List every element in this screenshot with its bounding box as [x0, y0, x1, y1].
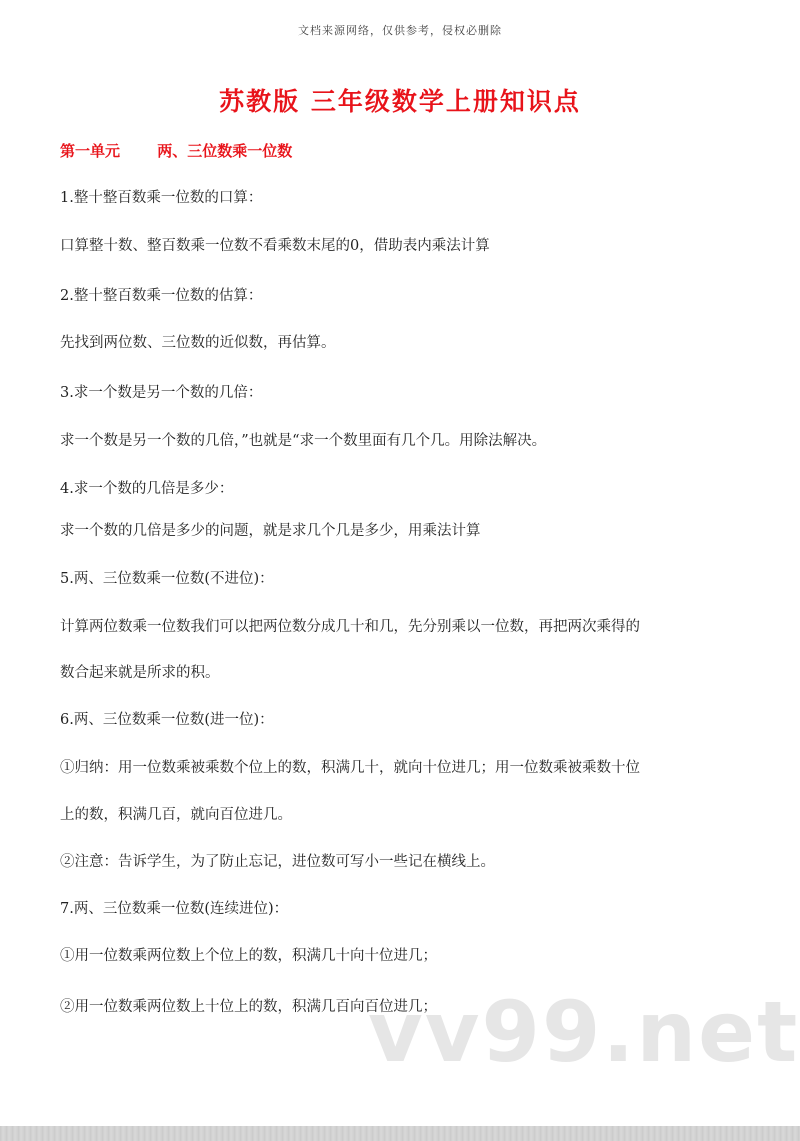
paragraph-line: 计算两位数乘一位数我们可以把两位数分成几十和几，先分别乘以一位数，再把两次乘得的	[60, 619, 640, 635]
unit-heading	[60, 140, 292, 161]
site-watermark: vv99.net	[368, 983, 800, 1081]
section-heading-4: 4.求一个数的几倍是多少：	[60, 481, 234, 497]
paragraph-line: 求一个数的几倍是多少的问题，就是求几个几是多少，用乘法计算	[60, 523, 481, 539]
paragraph-line: 数合起来就是所求的积。	[60, 665, 220, 681]
paragraph-line: 先找到两位数、三位数的近似数，再估算。	[60, 335, 336, 351]
paragraph-line: ②注意：告诉学生，为了防止忘记，进位数可写小一些记在横线上。	[60, 854, 495, 870]
paragraph-line: ①归纳：用一位数乘被乘数个位上的数，积满几十，就向十位进几；用一位数乘被乘数十位	[60, 760, 640, 776]
section-heading-1: 1.整十整百数乘一位数的口算：	[60, 190, 263, 206]
unit-label: 第一单元	[60, 142, 121, 160]
paragraph-line: ②用一位数乘两位数上十位上的数，积满几百向百位进几；	[60, 999, 437, 1015]
section-heading-3: 3.求一个数是另一个数的几倍：	[60, 385, 263, 401]
paragraph-line: 上的数，积满几百，就向百位进几。	[60, 807, 292, 823]
page-edge-shadow	[0, 1126, 800, 1141]
paragraph-line: 求一个数是另一个数的几倍，”也就是“求一个数里面有几个几。用除法解决。	[60, 433, 547, 449]
header-note: 文档来源网络，仅供参考，侵权必删除	[298, 24, 502, 37]
section-heading-2: 2.整十整百数乘一位数的估算：	[60, 288, 263, 304]
section-heading-7: 7.两、三位数乘一位数(连续进位)：	[60, 901, 289, 917]
unit-topic: 两、三位数乘一位数	[157, 142, 293, 160]
section-heading-6: 6.两、三位数乘一位数(进一位)：	[60, 712, 274, 728]
paragraph-line: ①用一位数乘两位数上个位上的数，积满几十向十位进几；	[60, 948, 437, 964]
document-title: 苏教版 三年级数学上册知识点	[219, 87, 581, 116]
section-heading-5: 5.两、三位数乘一位数(不进位)：	[60, 571, 274, 587]
paragraph-line: 口算整十数、整百数乘一位数不看乘数末尾的0，借助表内乘法计算	[60, 238, 490, 254]
